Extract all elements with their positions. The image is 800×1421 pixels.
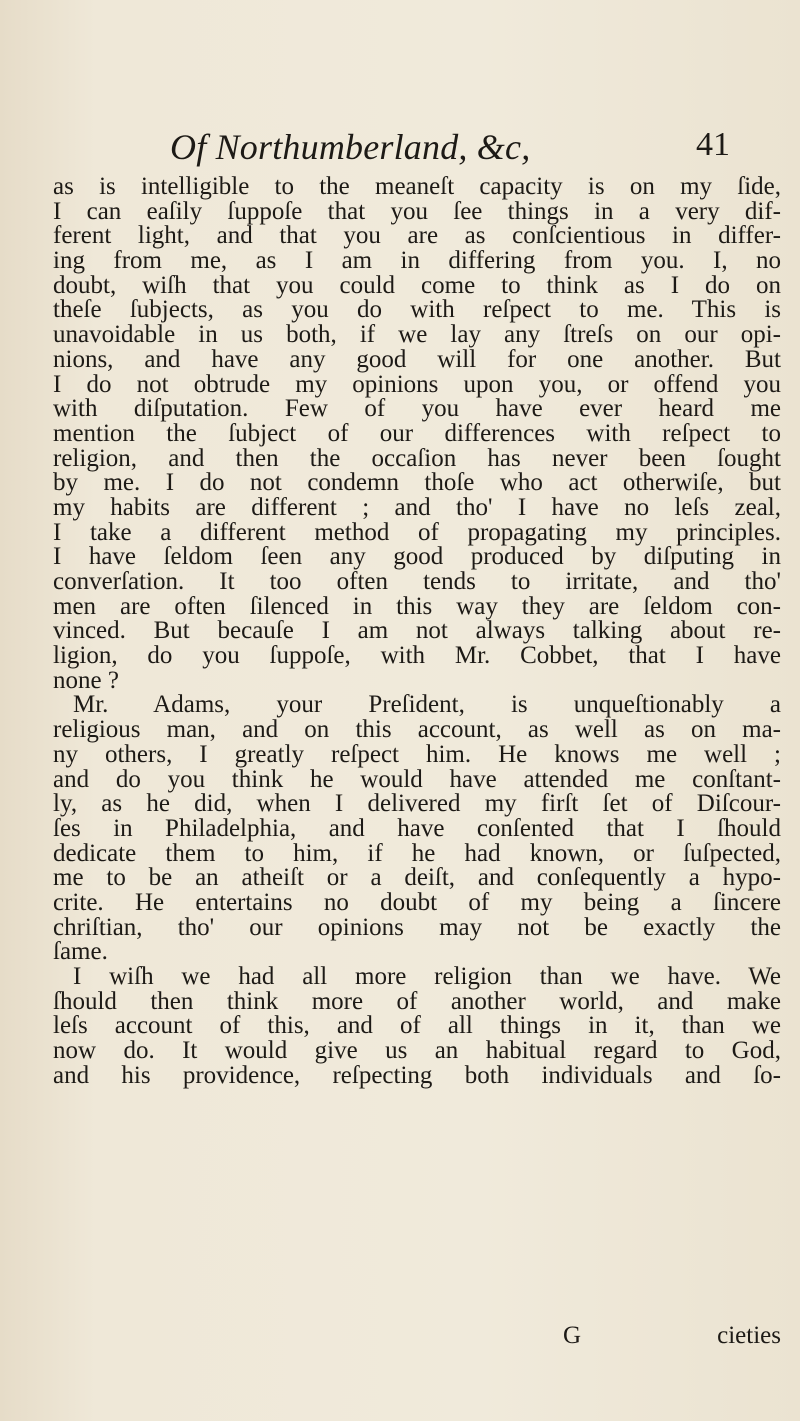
- paragraph-end-line: none ?: [53, 666, 119, 694]
- text-line: my habits are different ; and tho' I have no leſs zeal,: [53, 493, 781, 521]
- text-line: and do you think he would have attended me conſtant-: [53, 765, 781, 793]
- paragraph-start-line: I wiſh we had all more religion than we have. We: [73, 963, 781, 990]
- paragraph-end-line: ſame.: [53, 938, 108, 966]
- page-footer: [53, 1323, 781, 1349]
- text-line: religion, and then the occaſion has never been ſought: [53, 444, 781, 472]
- text-line: nions, and have any good will for one another. But: [53, 345, 781, 373]
- text-line: ſhould then think more of another world, and make: [53, 987, 781, 1015]
- text-line: doubt, wiſh that you could come to think as I do on: [53, 271, 781, 299]
- page-header: [170, 126, 730, 178]
- text-line: I have ſeldom ſeen any good produced by diſputing in: [53, 543, 781, 571]
- text-line: with diſputation. Few of you have ever heard me: [53, 395, 781, 423]
- text-line: dedicate them to him, if he had known, or ſuſpected,: [53, 839, 781, 867]
- text-line: as is intelligible to the meaneſt capacity is on my ſide,: [53, 173, 781, 200]
- page-number: 41: [696, 126, 730, 163]
- text-line: unavoidable in us both, if we lay any ſtreſs on our opi-: [53, 321, 781, 349]
- text-line: I take a different method of propagating my principles.: [53, 518, 781, 546]
- text-line: and his providence, reſpecting both individuals and ſo-: [53, 1061, 781, 1089]
- text-line: I can eaſily ſuppoſe that you ſee things in a very dif-: [53, 197, 781, 225]
- text-line: ſes in Philadelphia, and have conſented that I ſhould: [53, 814, 781, 842]
- text-line: theſe ſubjects, as you do with reſpect to me. This is: [53, 296, 781, 324]
- text-line: vinced. But becauſe I am not always talking about re-: [53, 617, 781, 645]
- text-line: religious man, and on this account, as well as on ma-: [53, 716, 781, 744]
- text-line: ly, as he did, when I delivered my firſt ſet of Diſcour-: [53, 790, 781, 818]
- catchword: cieties: [717, 1322, 781, 1349]
- text-line: ligion, do you ſuppoſe, with Mr. Cobbet, that I have: [53, 642, 781, 670]
- text-line: me to be an atheiſt or a deiſt, and conſequently a hypo-: [53, 864, 781, 892]
- text-line: I do not obtrude my opinions upon you, or offend you: [53, 370, 781, 398]
- text-line: now do. It would give us an habitual regard to God,: [53, 1037, 781, 1065]
- text-line: crite. He entertains no doubt of my being a ſincere: [53, 888, 781, 916]
- paragraph-start-line: Mr. Adams, your Preſident, is unqueſtionably a: [73, 691, 781, 719]
- text-line: converſation. It too often tends to irritate, and tho': [53, 568, 781, 595]
- body-text: [53, 175, 781, 1088]
- text-line: by me. I do not condemn thoſe who act otherwiſe, but: [53, 469, 781, 497]
- text-line: ferent light, and that you are as conſcientious in differ-: [53, 222, 781, 250]
- text-line: mention the ſubject of our differences with reſpect to: [53, 419, 781, 447]
- text-line: men are often ſilenced in this way they are ſeldom con-: [53, 592, 781, 620]
- text-line: ing from me, as I am in differing from you. I, no: [53, 247, 781, 275]
- text-line: chriſtian, tho' our opinions may not be exactly the: [53, 913, 781, 941]
- text-line: leſs account of this, and of all things in it, than we: [53, 1012, 781, 1040]
- running-head: Of Northumberland, &c,: [170, 127, 531, 167]
- signature-mark: G: [563, 1322, 582, 1349]
- text-line: ny others, I greatly reſpect him. He knows me well ;: [53, 740, 781, 768]
